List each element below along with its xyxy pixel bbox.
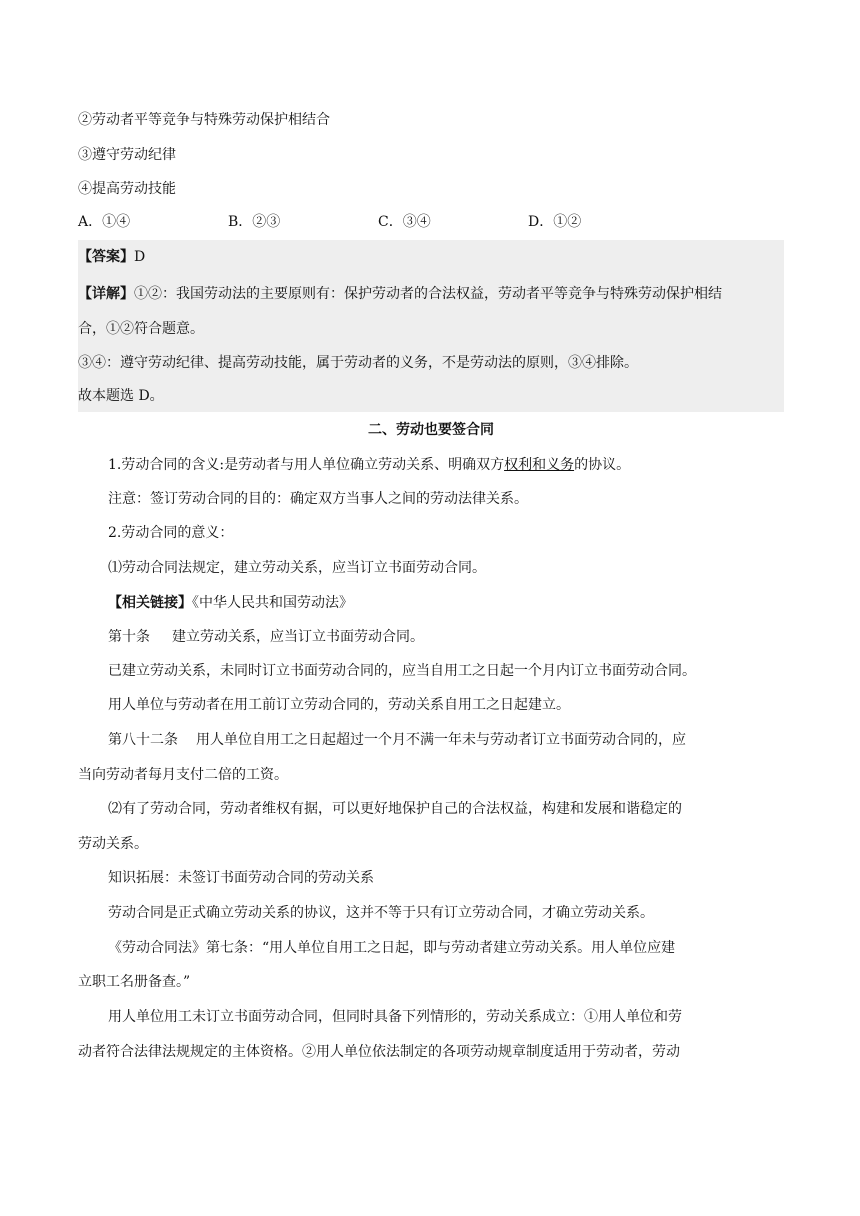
knowledge-extension-title: 知识拓展：未签订书面劳动合同的劳动关系 <box>108 870 374 886</box>
answer-value: D <box>134 249 146 265</box>
paragraph-significance-1: ⑴劳动合同法规定，建立劳动关系，应当订立书面劳动合同。 <box>108 560 486 576</box>
detail-line-3: ③④：遵守劳动纪律、提高劳动技能，属于劳动者的义务，不是劳动法的原则，③④排除。 <box>78 355 638 371</box>
article-10-label: 第十条 <box>108 629 150 645</box>
related-link-label: 【相关链接】 <box>108 595 192 611</box>
definition-text-post: 的协议。 <box>574 457 631 473</box>
detail-label: 【详解】 <box>78 286 134 302</box>
related-link <box>108 593 784 613</box>
article-10 <box>108 627 784 647</box>
knowledge-extension-paragraph-2-line-2: 立职工名册备查。” <box>78 974 191 990</box>
definition-text-pre: 1.劳动合同的含义:是劳动者与用人单位确立劳动关系、明确双方 <box>108 457 505 473</box>
answer-explanation-box <box>78 240 784 412</box>
choice-b: B．②③ <box>228 214 281 230</box>
knowledge-extension-paragraph-1: 劳动合同是正式确立劳动关系的协议，这并不等于只有订立劳动合同，才确立劳动关系。 <box>108 905 654 921</box>
detail-line-4: 故本题选 D。 <box>78 388 164 404</box>
article-10-text: 建立劳动关系，应当订立书面劳动合同。 <box>172 629 424 645</box>
choice-c: C．③④ <box>378 214 431 230</box>
paragraph-significance-2-line-1: ⑵有了劳动合同，劳动者维权有据，可以更好地保护自己的合法权益，构建和发展和谐稳定的 <box>108 801 682 817</box>
option-item-3: ③遵守劳动纪律 <box>78 147 176 163</box>
article-82-line-2: 当向劳动者每月支付二倍的工资。 <box>78 767 288 783</box>
detail-line-1 <box>78 284 778 304</box>
detail-text-1: ①②：我国劳动法的主要原则有：保护劳动者的合法权益，劳动者平等竞争与特殊劳动保护相结 <box>134 286 722 302</box>
article-10-paragraph-2: 已建立劳动关系，未同时订立书面劳动合同的，应当自用工之日起一个月内订立书面劳动合同。 <box>108 663 696 679</box>
article-10-paragraph-3: 用人单位与劳动者在用工前订立劳动合同的，劳动关系自用工之日起建立。 <box>108 697 570 713</box>
section-title: 二、劳动也要签合同 <box>368 422 494 438</box>
choice-a: A．①④ <box>78 214 131 230</box>
option-item-2: ②劳动者平等竞争与特殊劳动保护相结合 <box>78 112 330 128</box>
knowledge-extension-paragraph-2-line-1: 《劳动合同法》第七条：“用人单位自用工之日起，即与劳动者建立劳动关系。用人单位应建 <box>108 940 676 956</box>
article-82-label: 第八十二条 <box>108 732 178 748</box>
detail-line-2: 合，①②符合题意。 <box>78 321 204 337</box>
related-link-title: 《中华人民共和国劳动法》 <box>192 595 353 611</box>
option-item-4: ④提高劳动技能 <box>78 181 176 197</box>
knowledge-extension-paragraph-3-line-1: 用人单位用工未订立书面劳动合同，但同时具备下列情形的，劳动关系成立：①用人单位和劳 <box>108 1009 682 1025</box>
choice-d: D．①② <box>528 214 582 230</box>
answer-label: 【答案】 <box>78 249 134 265</box>
paragraph-significance-heading: 2.劳动合同的意义： <box>108 525 234 541</box>
article-82-line-1 <box>108 730 784 750</box>
paragraph-significance-2-line-2: 劳动关系。 <box>78 836 148 852</box>
paragraph-note: 注意：签订劳动合同的目的：确定双方当事人之间的劳动法律关系。 <box>108 491 528 507</box>
answer-line <box>78 247 778 267</box>
article-82-text-1: 用人单位自用工之日起超过一个月不满一年未与劳动者订立书面劳动合同的，应 <box>196 732 686 748</box>
knowledge-extension-paragraph-3-line-2: 动者符合法律法规规定的主体资格。②用人单位依法制定的各项劳动规章制度适用于劳动者，劳动 <box>78 1044 680 1060</box>
definition-underlined: 权利和义务 <box>504 457 575 473</box>
paragraph-definition <box>108 455 784 475</box>
